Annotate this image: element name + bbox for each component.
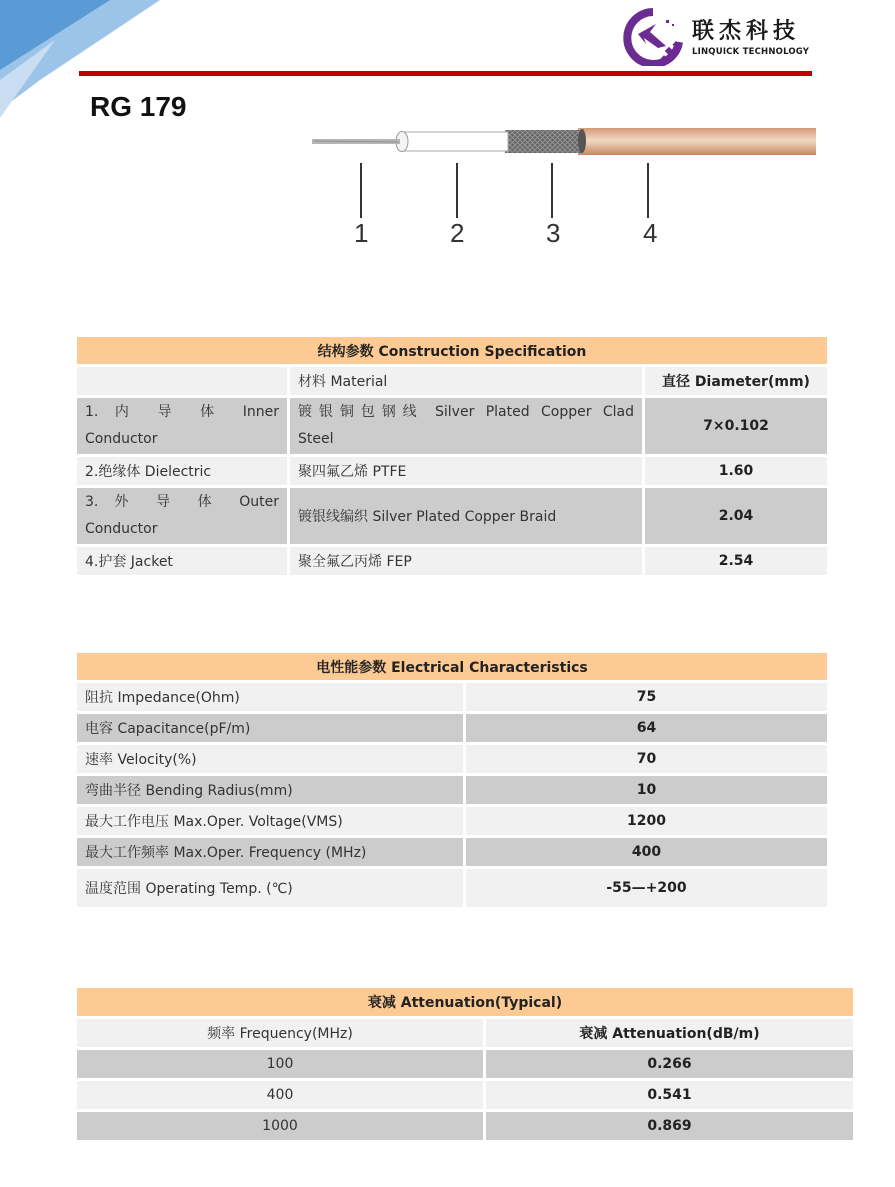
param-value: 10 [463, 776, 827, 804]
param-value: -55—+200 [463, 869, 827, 907]
diagram-label-3: 3 [546, 218, 561, 248]
header-material: 材料 Material [287, 367, 642, 395]
part-cell [77, 398, 287, 454]
logo-english-name: LINQUICK TECHNOLOGY [692, 47, 810, 57]
table-row [77, 807, 827, 835]
header-part [77, 367, 287, 395]
param-value: 64 [463, 714, 827, 742]
frequency-cell: 400 [77, 1081, 483, 1109]
cable-diagram [300, 115, 830, 260]
table-row [77, 869, 827, 907]
attenuation-title-row [77, 988, 853, 1016]
attenuation-cell: 0.541 [483, 1081, 853, 1109]
construction-table [77, 334, 827, 578]
param-label: 速率 Velocity(%) [77, 745, 463, 773]
attenuation-cell: 0.266 [483, 1050, 853, 1078]
table-row [77, 398, 827, 454]
diagram-label-2: 2 [450, 218, 465, 248]
part-line: 3. 外 导 体 Outer [85, 494, 279, 510]
diameter-cell: 2.04 [642, 488, 827, 544]
table-row [77, 714, 827, 742]
part-line: Conductor [85, 521, 158, 537]
part-line: 1. 内 导 体 Inner [85, 404, 279, 420]
construction-title-row [77, 337, 827, 364]
material-cell: 聚四氟乙烯 PTFE [287, 457, 642, 485]
table-row [77, 838, 827, 866]
table-row [77, 457, 827, 485]
param-label: 最大工作电压 Max.Oper. Voltage(VMS) [77, 807, 463, 835]
frequency-cell: 100 [77, 1050, 483, 1078]
table-row [77, 745, 827, 773]
param-label: 电容 Capacitance(pF/m) [77, 714, 463, 742]
diagram-label-1: 1 [354, 218, 369, 248]
diameter-cell: 2.54 [642, 547, 827, 575]
param-value: 1200 [463, 807, 827, 835]
param-value: 400 [463, 838, 827, 866]
table-row [77, 776, 827, 804]
part-cell [77, 488, 287, 544]
header-attenuation: 衰减 Attenuation(dB/m) [483, 1019, 853, 1047]
jacket [578, 128, 816, 155]
material-cell: 聚全氟乙丙烯 FEP [287, 547, 642, 575]
param-label: 温度范围 Operating Temp. (℃) [77, 869, 463, 907]
attenuation-header-row [77, 1019, 853, 1047]
table-row [77, 488, 827, 544]
part-cell: 2.绝缘体 Dielectric [77, 457, 287, 485]
diameter-cell: 1.60 [642, 457, 827, 485]
attenuation-title: 衰减 Attenuation(Typical) [77, 988, 853, 1016]
param-label: 阻抗 Impedance(Ohm) [77, 683, 463, 711]
material-line: Steel [298, 431, 334, 447]
table-row [77, 547, 827, 575]
company-logo [622, 8, 817, 66]
outer-conductor [505, 130, 583, 153]
table-row [77, 1050, 853, 1078]
product-title: RG 179 [90, 91, 187, 122]
part-line: Conductor [85, 431, 158, 447]
header-divider [79, 71, 812, 76]
electrical-title: 电性能参数 Electrical Characteristics [77, 653, 827, 680]
param-value: 75 [463, 683, 827, 711]
construction-title: 结构参数 Construction Specification [77, 337, 827, 364]
logo-mark-icon [622, 8, 684, 66]
diagram-label-4: 4 [643, 218, 658, 248]
param-label: 弯曲半径 Bending Radius(mm) [77, 776, 463, 804]
electrical-title-row [77, 653, 827, 680]
logo-chinese-name: 联杰科技 [692, 19, 801, 44]
construction-header-row [77, 367, 827, 395]
header-frequency: 频率 Frequency(MHz) [77, 1019, 483, 1047]
material-cell: 镀银线编织 Silver Plated Copper Braid [287, 488, 642, 544]
table-row [77, 1112, 853, 1140]
attenuation-table [77, 985, 853, 1143]
diameter-cell: 7×0.102 [642, 398, 827, 454]
header-diameter: 直径 Diameter(mm) [642, 367, 827, 395]
part-cell: 4.护套 Jacket [77, 547, 287, 575]
electrical-table [77, 650, 827, 910]
param-value: 70 [463, 745, 827, 773]
dielectric [400, 132, 508, 151]
frequency-cell: 1000 [77, 1112, 483, 1140]
table-row [77, 683, 827, 711]
material-cell [287, 398, 642, 454]
attenuation-cell: 0.869 [483, 1112, 853, 1140]
material-line: 镀银铜包钢线 Silver Plated Copper Clad [298, 404, 634, 420]
param-label: 最大工作频率 Max.Oper. Frequency (MHz) [77, 838, 463, 866]
table-row [77, 1081, 853, 1109]
